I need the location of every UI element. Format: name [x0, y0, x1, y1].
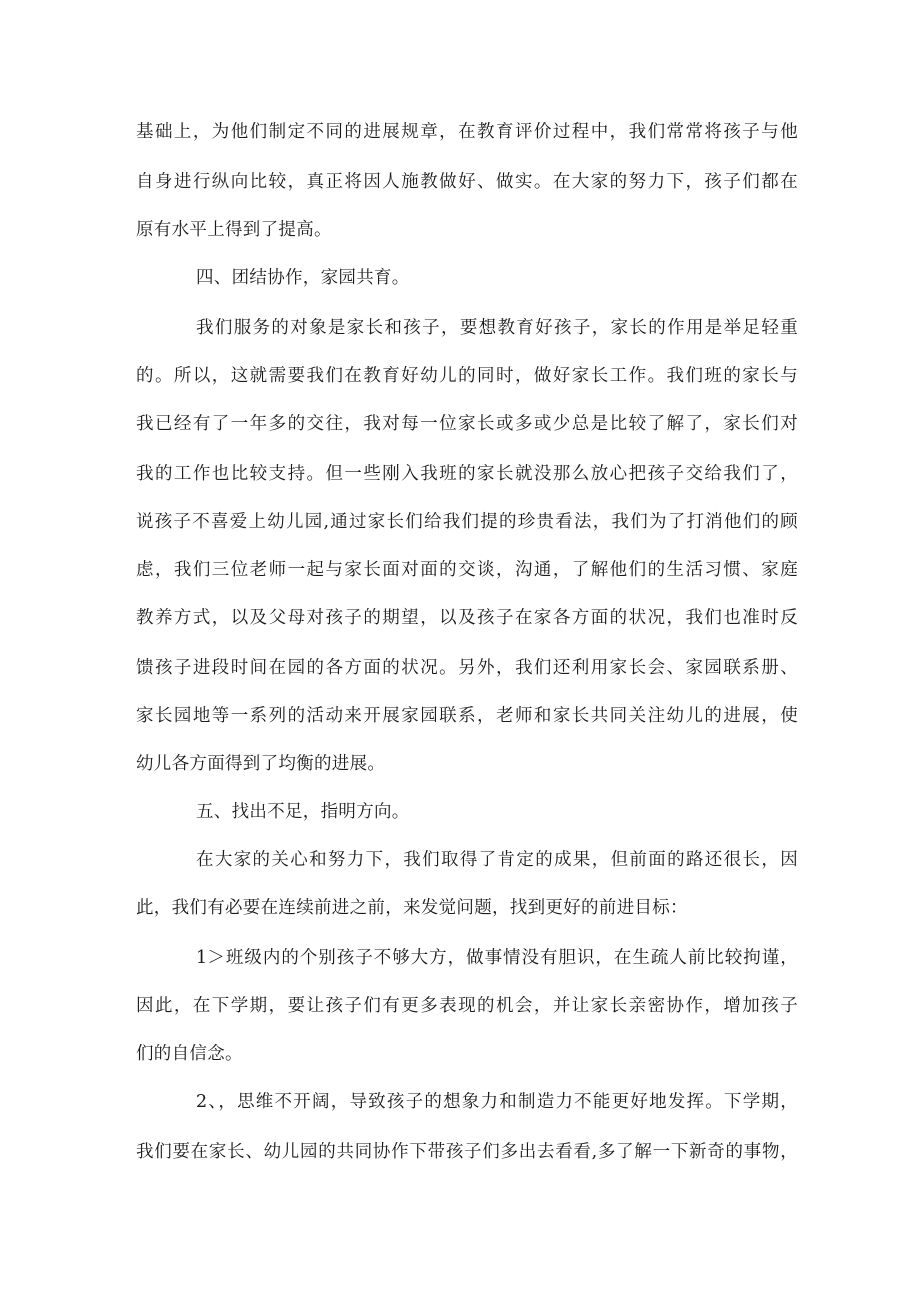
paragraph-line: 虑，我们三位老师一起与家长面对面的交谈，沟通，了解他们的生活习惯、家庭 — [136, 560, 798, 580]
paragraph-line: 自身进行纵向比较，真正将因人施教做好、做实。在大家的努力下，孩子们都在 — [136, 172, 798, 192]
paragraph-line: 此，我们有必要在连续前进之前，来发觉问题，找到更好的前进目标： — [136, 898, 688, 918]
list-item-line: 们的自信念。 — [136, 1044, 243, 1064]
paragraph-line: 说孩子不喜爱上幼儿园,通过家长们给我们提的珍贵看法，我们为了打消他们的顾 — [136, 512, 798, 532]
section-heading: 五、找出不足，指明方向。 — [196, 802, 410, 822]
paragraph-line: 馈孩子进段时间在园的各方面的状况。另外，我们还利用家长会、家园联系册、 — [136, 658, 798, 678]
paragraph-line: 原有水平上得到了提高。 — [136, 220, 332, 240]
list-item-line: 2、，思维不开阔，导致孩子的想象力和制造力不能更好地发挥。下学期， — [196, 1092, 798, 1112]
paragraph-line: 基础上，为他们制定不同的进展规章，在教育评价过程中，我们常常将孩子与他 — [136, 122, 798, 142]
paragraph-line: 我已经有了一年多的交往，我对每一位家长或多或少总是比较了解了，家长们对 — [136, 414, 798, 434]
list-item-line: 因此，在下学期，要让孩子们有更多表现的机会，并让家长亲密协作，增加孩子 — [136, 996, 798, 1016]
paragraph-line: 我的工作也比较支持。但一些刚入我班的家长就没那么放心把孩子交给我们了， — [136, 464, 798, 484]
paragraph-line: 幼儿各方面得到了均衡的进展。 — [136, 754, 386, 774]
paragraph-line: 我们服务的对象是家长和孩子，要想教育好孩子，家长的作用是举足轻重 — [196, 318, 798, 338]
list-item-line: 1＞班级内的个别孩子不够大方，做事情没有胆识，在生疏人前比较拘谨， — [196, 948, 798, 968]
paragraph-line: 的。所以，这就需要我们在教育好幼儿的同时，做好家长工作。我们班的家长与 — [136, 366, 798, 386]
list-item-line: 我们要在家长、幼儿园的共同协作下带孩子们多出去看看,多了解一下新奇的事物， — [136, 1142, 798, 1162]
section-heading: 四、团结协作，家园共育。 — [196, 268, 410, 288]
paragraph-line: 教养方式，以及父母对孩子的期望，以及孩子在家各方面的状况，我们也准时反 — [136, 608, 798, 628]
paragraph-line: 家长园地等一系列的活动来开展家园联系，老师和家长共同关注幼儿的进展，使 — [136, 706, 798, 726]
paragraph-line: 在大家的关心和努力下，我们取得了肯定的成果，但前面的路还很长，因 — [196, 850, 798, 870]
